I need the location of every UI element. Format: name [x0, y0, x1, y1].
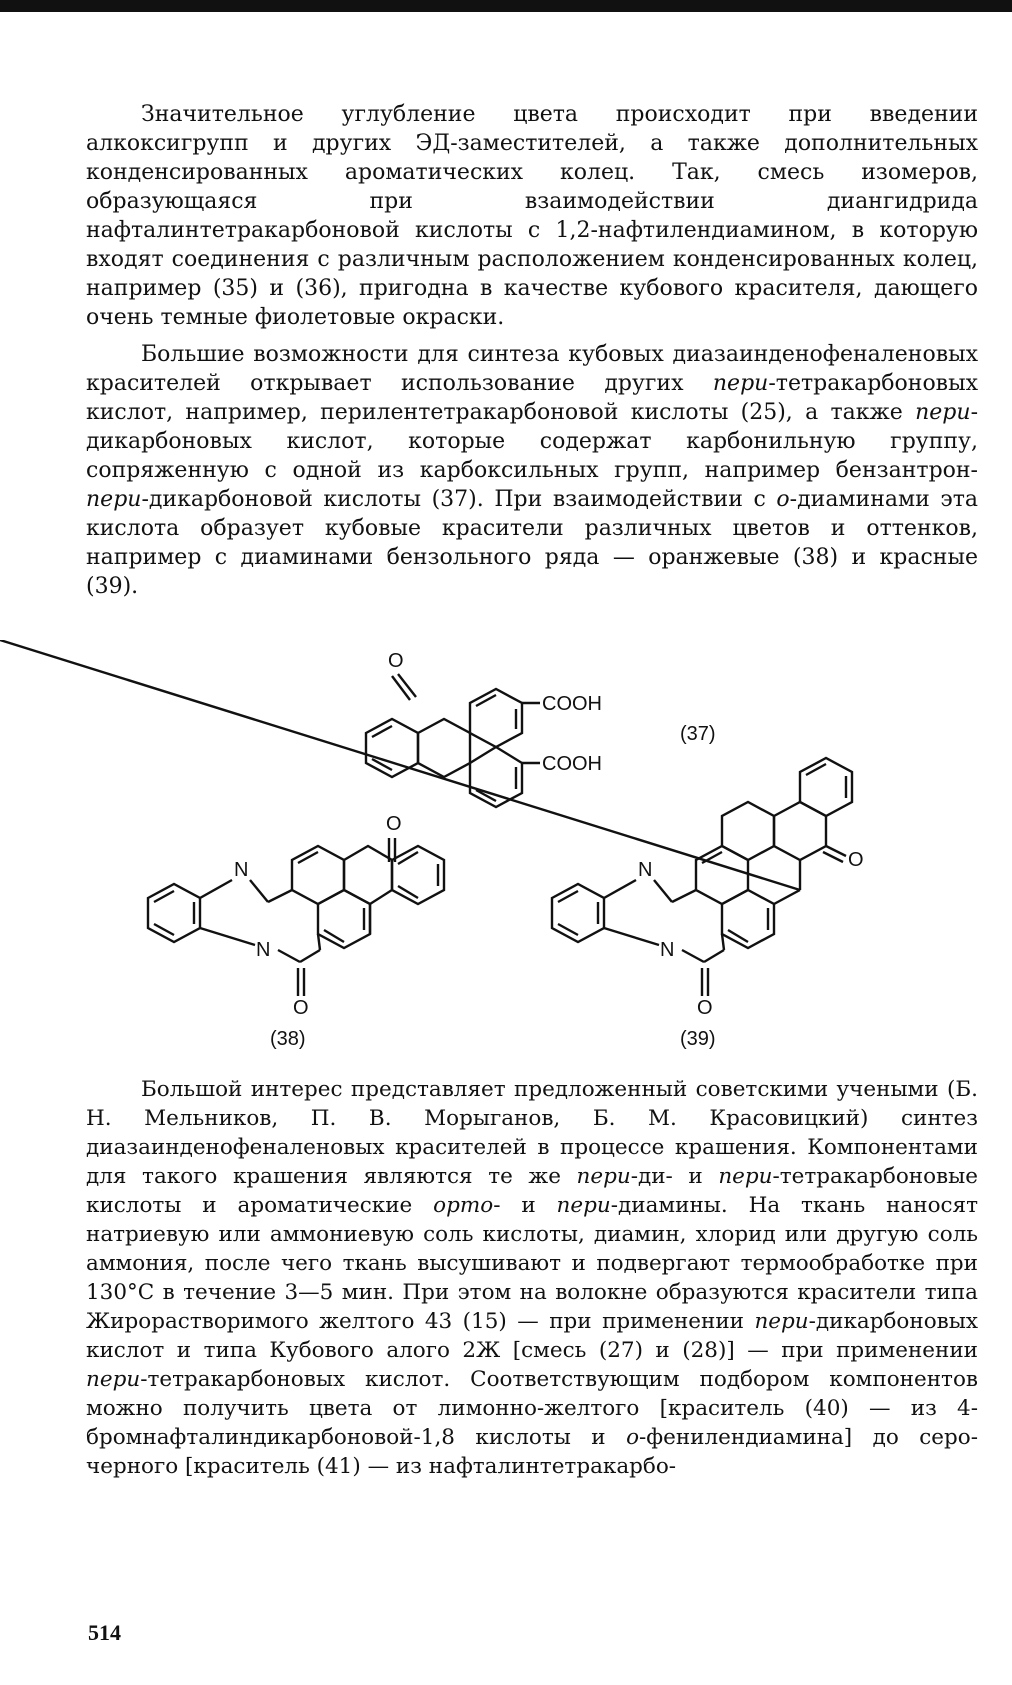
- top-edge-bar: [0, 0, 1012, 12]
- paragraph-2: Большие возможности для синтеза кубовых диазаинденофеналеновых красителей открывает использование других пери-тетракарбоновых кислот, например, перилентетракарбоновой кислоты (25), а также пери-дикарбоновых кислот, которые содержат карбонильную группу, сопряженную с одной из карбоксильных групп, например бензантрон-пери-дикарбоновой кислоты (37). При взаимодействии с о-диаминами эта кислота образует кубовые красители различных цветов и оттенков, например с диаминами бензольного ряда — оранжевые (38) и красные (39).: [86, 342, 978, 599]
- c38-n-label: N: [234, 859, 249, 881]
- c39-o-right-label: O: [848, 849, 864, 871]
- c37-cooh-top: COOH: [542, 693, 602, 715]
- c38-number-label: (38): [270, 1028, 306, 1050]
- c39-n-label: N: [638, 859, 653, 881]
- chemical-structures-figure: [0, 640, 1012, 1060]
- c37-cooh-bottom: COOH: [542, 753, 602, 775]
- compound-39-structure: [0, 640, 864, 1050]
- c37-number-label: (37): [680, 723, 716, 745]
- c38-o-bottom-label: O: [293, 997, 309, 1019]
- c39-o-bottom-label: O: [697, 997, 713, 1019]
- compound-37-structure: [366, 650, 716, 807]
- paragraph-1: Значительное углубление цвета происходит при введении алкоксигрупп и других ЭД-заместителей, а также дополнительных конденсированных ароматических колец. Так, смесь изомеров, образующаяся при взаимодействии диангидрида нафталинтетракарбоновой кислоты с 1,2-нафтилендиамином, в которую входят соединения с различным расположением конденсированных колец, например (35) и (36), пригодна в качестве кубового красителя, дающего очень темные фиолетовые окраски.: [86, 102, 978, 330]
- c38-o-top-label: O: [386, 813, 402, 835]
- compound-38-structure: [148, 813, 444, 1050]
- paragraph-3: Большой интерес представляет предложенный советскими учеными (Б. Н. Мельников, П. В. Морыганов, Б. М. Красовицкий) синтез диазаинденофеналеновых красителей в процессе крашения. Компонентами для такого крашения являются те же пери-ди- и пери-тетракарбоновые кислоты и ароматические орто- и пери-диамины. На ткань наносят натриевую или аммониевую соль кислоты, диамин, хлорид или другую соль аммония, после чего ткань высушивают и подвергают термообработке при 130°С в течение 3—5 мин. При этом на волокне образуются красители типа Жирорастворимого желтого 43 (15) — при применении пери-дикарбоновых кислот и типа Кубового алого 2Ж [смесь (27) и (28)] — при применении пери-тетракарбоновых кислот. Соответствующим подбором компонентов можно получить цвета от лимонно-желтого [краситель (40) — из 4-бромнафталиндикарбоновой-1,8 кислоты и о-фенилендиамина] до серо-черного [краситель (41) — из нафталинтетракарбо-: [86, 1077, 979, 1479]
- c39-n2-label: N: [660, 939, 675, 961]
- c38-n2-label: N: [256, 939, 271, 961]
- c37-o-label: O: [388, 650, 404, 672]
- page-number: 514: [88, 1620, 121, 1645]
- c39-number-label: (39): [680, 1028, 716, 1050]
